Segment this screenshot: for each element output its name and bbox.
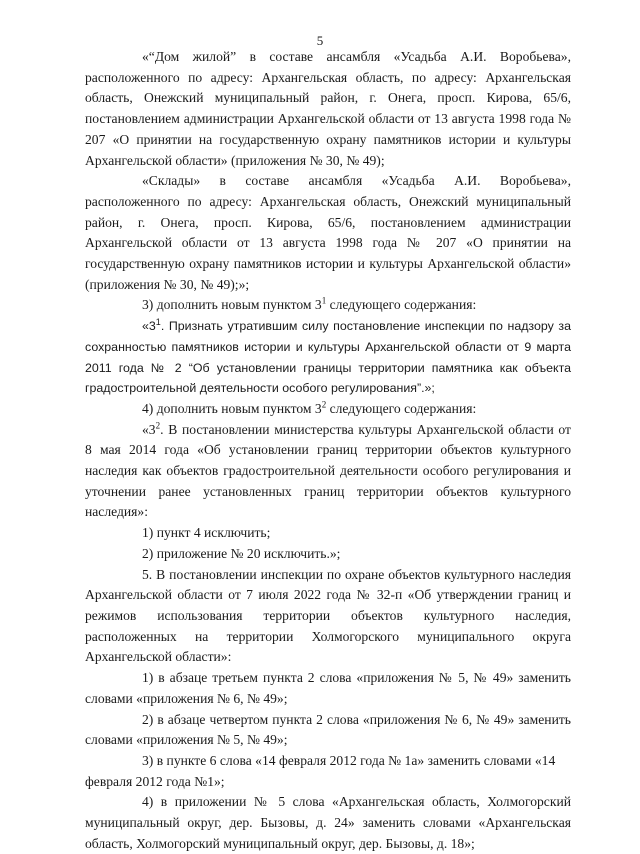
paragraph-change-4: 4) в приложении № 5 слова «Архангельская область, Холмогорский муниципальный округ, дер. Бызовы, д. 24» заменить словами «Архангельская область, Холмогорский муниципальный округ, дер. Бызовы, д. 18»; (85, 794, 571, 851)
paragraph-point-3-2: «$3^2$. В постановлении министерства культуры Архангельской области от 8 мая 2014 года «Об установлении границ территории объектов культурного наследия как объектов градостроительной деятельности особого регулирования и уточнении ранее установленных границ территории объектов культурного наследия»: (85, 420, 571, 520)
document-body (85, 47, 571, 854)
paragraph-item-4: 4) дополнить новым пунктом $3^2$ следующего содержания: (142, 399, 477, 416)
paragraph-dom-zhiloy: «“Дом жилой” в составе ансамбля «Усадьба А.И. Воробьева», расположенного по адресу: Архангельская область, по адресу: Архангельская область, Онежский муниципальный район, г. Онега, просп. Кирова, 65/6, постановлением администрации Архангельской области от 13 августа 1998 года № 207 «О принятии на государственную охрану памятников истории и культуры Архангельской области» (приложения № 30, № 49); (85, 49, 571, 168)
paragraph-change-3: 3) в пункте 6 слова «14 февраля 2012 года № 1а» заменить словами «14 февраля 2012 года №1»; (85, 752, 556, 789)
paragraph-change-2: 2) в абзаце четвертом пункта 2 слова «приложения № 6, № 49» заменить словами «приложения № 5, № 49»; (85, 711, 571, 748)
paragraph-change-1: 1) в абзаце третьем пункта 2 слова «приложения № 5, № 49» заменить словами «приложения № 6, № 49»; (85, 670, 571, 706)
paragraph-item-5: 5. В постановлении инспекции по охране объектов культурного наследия Архангельской области от 7 июля 2022 года № 32-п «Об утверждении границ и режимов использования территории объектов культурного наследия, расположенных на территории Холмогорского муниципального округа Архангельской области»: (85, 566, 571, 665)
paragraph-item-3: 3) дополнить новым пунктом $3^1$ следующего содержания: (142, 295, 477, 313)
paragraph-sub-2: 2) приложение № 20 исключить.»; (142, 545, 341, 561)
page-number: 5 (316, 33, 324, 48)
paragraph-point-3-1: «$3^1$. Признать утратившим силу постановление инспекции по надзору за сохранностью памятников истории и культуры Архангельской области от 9 марта 2011 года № 2 “Об установлении границы территории памятника как объекта градостроительной деятельности особого регулирования”.»; (85, 317, 571, 396)
paragraph-sub-1: 1) пункт 4 исключить; (142, 525, 271, 541)
paragraph-sklady: «Склады» в составе ансамбля «Усадьба А.И. Воробьева», расположенного по адресу: Архангельская область, Онежский муниципальный район, г. Онега, просп. Кирова, 65/6, постановлением администрации Архангельской области от 13 августа 1998 года № 207 «О принятии на государственную охрану памятников истории и культуры Архангельской области» (приложения № 30, № 49);»; (85, 173, 571, 292)
